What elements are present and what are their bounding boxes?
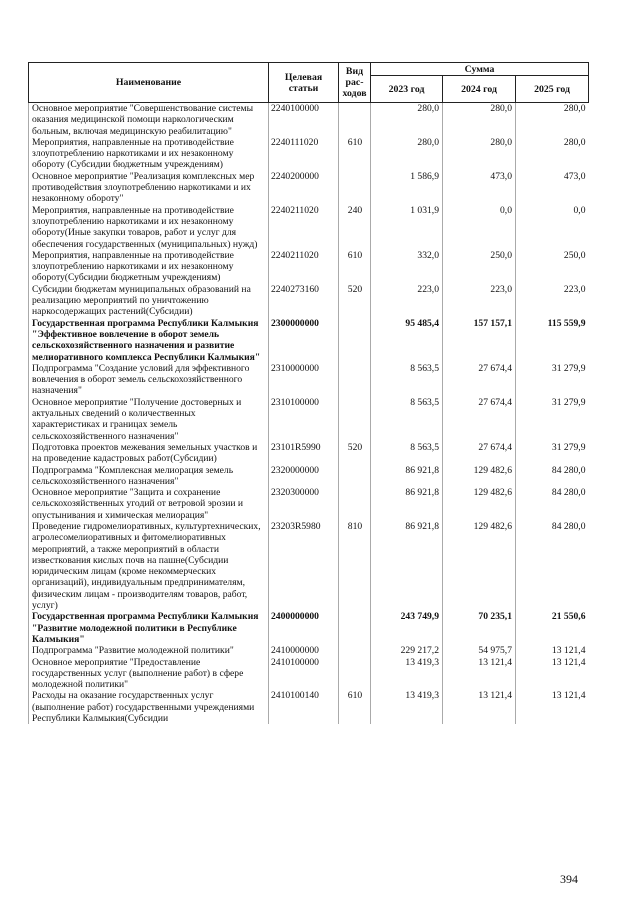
row-sum-2025: 13 121,4 [551, 645, 586, 657]
table-row [29, 645, 589, 656]
row-sum-2023: 223,0 [371, 284, 443, 318]
row-name: Основное мероприятие "Предоставление государственных услуг (выполнение работ) в сфере молодежной политики" [29, 657, 269, 691]
row-sum-2023: 8 563,5 [371, 442, 443, 465]
table-row [29, 442, 589, 465]
table-row [29, 657, 589, 691]
table-row [29, 397, 589, 442]
row-sum-2024: 27 674,4 [443, 397, 516, 442]
row-expense-type: 520 [339, 442, 371, 465]
row-sum-2025: 0,0 [573, 204, 586, 216]
row-sum-2025: 84 280,0 [551, 487, 586, 499]
table-row [29, 250, 589, 284]
row-sum-2025: 31 279,9 [551, 441, 586, 453]
header-vid: Вид рас-ходов [339, 63, 371, 103]
row-sum-2024: 0,0 [443, 205, 516, 250]
row-sum-2025: 84 280,0 [551, 464, 586, 476]
page-number: 394 [560, 872, 578, 886]
row-sum-2025: 21 550,6 [551, 611, 586, 623]
document-page [28, 62, 588, 724]
header-code: Целевая статьи [269, 63, 339, 103]
row-sum-2023: 243 749,9 [371, 611, 443, 645]
row-code: 23101R5990 [269, 442, 339, 465]
row-expense-type [339, 487, 371, 521]
row-expense-type [339, 397, 371, 442]
row-code: 2320000000 [269, 465, 339, 488]
row-sum-2023: 8 563,5 [371, 397, 443, 442]
row-name: Расходы на оказание государственных услуг (выполнение работ) государственными учреждениями Республики Калмыкия(Субсидии [29, 690, 269, 724]
row-name: Государственная программа Республики Калмыкия "Развитие молодежной политики в Республике Калмыкия" [29, 611, 269, 645]
row-name: Государственная программа Республики Калмыкия "Эффективное вовлечение в оборот земель сельскохозяйственного назначения и развитие мелиоративного комплекса Республики Калмыкия" [29, 318, 269, 363]
row-sum-2024: 129 482,6 [443, 487, 516, 521]
header-sum: Сумма [371, 63, 589, 76]
table-row [29, 690, 589, 724]
row-sum-2023: 86 921,8 [371, 465, 443, 488]
row-name: Основное мероприятие "Реализация комплексных мер противодействия злоупотреблению наркотиками и их незаконному обороту" [29, 171, 269, 205]
row-code: 2410100140 [269, 690, 339, 724]
table-row [29, 487, 589, 521]
budget-table [28, 62, 589, 724]
row-expense-type [339, 645, 371, 656]
row-sum-2023: 86 921,8 [371, 521, 443, 611]
row-sum-2024: 27 674,4 [443, 363, 516, 397]
row-expense-type: 610 [339, 137, 371, 171]
row-sum-2024: 70 235,1 [443, 611, 516, 645]
table-row [29, 611, 589, 645]
table-row [29, 363, 589, 397]
row-code: 2310000000 [269, 363, 339, 397]
row-expense-type [339, 465, 371, 488]
table-row [29, 465, 589, 488]
row-expense-type [339, 171, 371, 205]
row-sum-2025: 280,0 [563, 103, 586, 114]
row-expense-type: 520 [339, 284, 371, 318]
table-row [29, 137, 589, 171]
header-name: Наименование [29, 63, 269, 103]
row-name: Мероприятия, направленные на противодействие злоупотреблению наркотиками и их незаконному обороту (Субсидии бюджетным учреждениям) [29, 137, 269, 171]
row-sum-2023: 280,0 [371, 103, 443, 137]
row-name: Подготовка проектов межевания земельных участков и на проведение кадастровых работ(Субсидии) [29, 442, 269, 465]
row-sum-2024: 129 482,6 [443, 521, 516, 611]
table-row [29, 284, 589, 318]
row-sum-2025: 31 279,9 [551, 362, 586, 374]
row-sum-2024: 13 121,4 [443, 690, 516, 724]
row-name: Мероприятия, направленные на противодействие злоупотреблению наркотиками и их незаконному обороту(Субсидии бюджетным учреждениям) [29, 250, 269, 284]
row-expense-type: 240 [339, 205, 371, 250]
header-year-2023: 2023 год [371, 76, 443, 103]
row-name: Подпрограмма "Развитие молодежной политики" [29, 645, 269, 656]
table-row [29, 318, 589, 363]
table-row [29, 205, 589, 250]
row-sum-2023: 1 031,9 [371, 205, 443, 250]
row-expense-type: 610 [339, 690, 371, 724]
row-sum-2024: 473,0 [443, 171, 516, 205]
row-name: Основное мероприятие "Совершенствование системы оказания медицинской помощи наркологическим больным, включая медицинскую реабилитацию" [29, 103, 269, 137]
table-row [29, 521, 589, 611]
row-expense-type: 610 [339, 250, 371, 284]
row-sum-2024: 157 157,1 [443, 318, 516, 363]
row-name: Субсидии бюджетам муниципальных образований на реализацию мероприятий по уничтожению наркосодержащих растений(Субсидии) [29, 284, 269, 318]
row-code: 2240211020 [269, 250, 339, 284]
table-row [29, 171, 589, 205]
row-code: 2240211020 [269, 205, 339, 250]
row-sum-2023: 332,0 [371, 250, 443, 284]
row-sum-2023: 86 921,8 [371, 487, 443, 521]
row-sum-2023: 280,0 [371, 137, 443, 171]
row-code: 2310100000 [269, 397, 339, 442]
row-code: 23203R5980 [269, 521, 339, 611]
row-sum-2023: 13 419,3 [371, 690, 443, 724]
row-sum-2025: 84 280,0 [551, 520, 586, 532]
row-name: Мероприятия, направленные на противодействие злоупотреблению наркотиками и их незаконному обороту(Иные закупки товаров, работ и услуг для обеспечения государственных (муниципальных) нужд) [29, 205, 269, 250]
row-code: 2240111020 [269, 137, 339, 171]
row-sum-2024: 54 975,7 [443, 645, 516, 656]
row-code: 2300000000 [269, 318, 339, 363]
row-sum-2024: 129 482,6 [443, 465, 516, 488]
row-name: Подпрограмма "Комплексная мелиорация земель сельскохозяйственного назначения" [29, 465, 269, 488]
row-name: Основное мероприятие "Защита и сохранение сельскохозяйственных угодий от ветровой эрозии и опустынивания и химическая мелиорация" [29, 487, 269, 521]
row-name: Подпрограмма "Создание условий для эффективного вовлечения в оборот земель сельскохозяйственного назначения" [29, 363, 269, 397]
row-expense-type [339, 611, 371, 645]
row-expense-type [339, 657, 371, 691]
row-sum-2024: 250,0 [443, 250, 516, 284]
row-code: 2240100000 [269, 103, 339, 137]
row-sum-2023: 13 419,3 [371, 657, 443, 691]
row-sum-2024: 13 121,4 [443, 657, 516, 691]
row-code: 2410000000 [269, 645, 339, 656]
row-sum-2023: 1 586,9 [371, 171, 443, 205]
header-year-2025: 2025 год [516, 76, 589, 103]
row-sum-2023: 95 485,4 [371, 318, 443, 363]
table-body [29, 103, 589, 725]
row-sum-2024: 27 674,4 [443, 442, 516, 465]
row-code: 2320300000 [269, 487, 339, 521]
row-code: 2240200000 [269, 171, 339, 205]
row-sum-2025: 13 121,4 [551, 656, 586, 668]
row-name: Основное мероприятие "Получение достоверных и актуальных сведений о количественных характеристиках и границах земель сельскохозяйственного назначения" [29, 397, 269, 442]
row-sum-2025: 280,0 [563, 136, 586, 148]
row-sum-2024: 280,0 [443, 103, 516, 137]
row-expense-type [339, 318, 371, 363]
row-sum-2025: 31 279,9 [551, 396, 586, 408]
row-sum-2023: 229 217,2 [371, 645, 443, 656]
row-sum-2025: 115 559,9 [547, 317, 586, 329]
row-sum-2023: 8 563,5 [371, 363, 443, 397]
row-sum-2025: 223,0 [563, 283, 586, 295]
row-name: Проведение гидромелиоративных, культуртехнических, агролесомелиоративных и фитомелиоративных мероприятий, а также мероприятий в области известкования кислых почв на пашне(Субсидии юридическим лицам (кроме некоммерческих организаций), индивидуальным предпринимателям, физическим лицам - производителям товаров, работ, услуг) [29, 521, 269, 611]
row-code: 2410100000 [269, 657, 339, 691]
row-sum-2025: 13 121,4 [551, 690, 586, 702]
row-code: 2400000000 [269, 611, 339, 645]
row-sum-2025: 250,0 [563, 249, 586, 261]
table-row [29, 103, 589, 137]
row-expense-type: 810 [339, 521, 371, 611]
row-sum-2025: 473,0 [563, 170, 586, 182]
row-sum-2024: 280,0 [443, 137, 516, 171]
row-expense-type [339, 103, 371, 137]
row-code: 2240273160 [269, 284, 339, 318]
row-sum-2024: 223,0 [443, 284, 516, 318]
header-year-2024: 2024 год [443, 76, 516, 103]
row-expense-type [339, 363, 371, 397]
